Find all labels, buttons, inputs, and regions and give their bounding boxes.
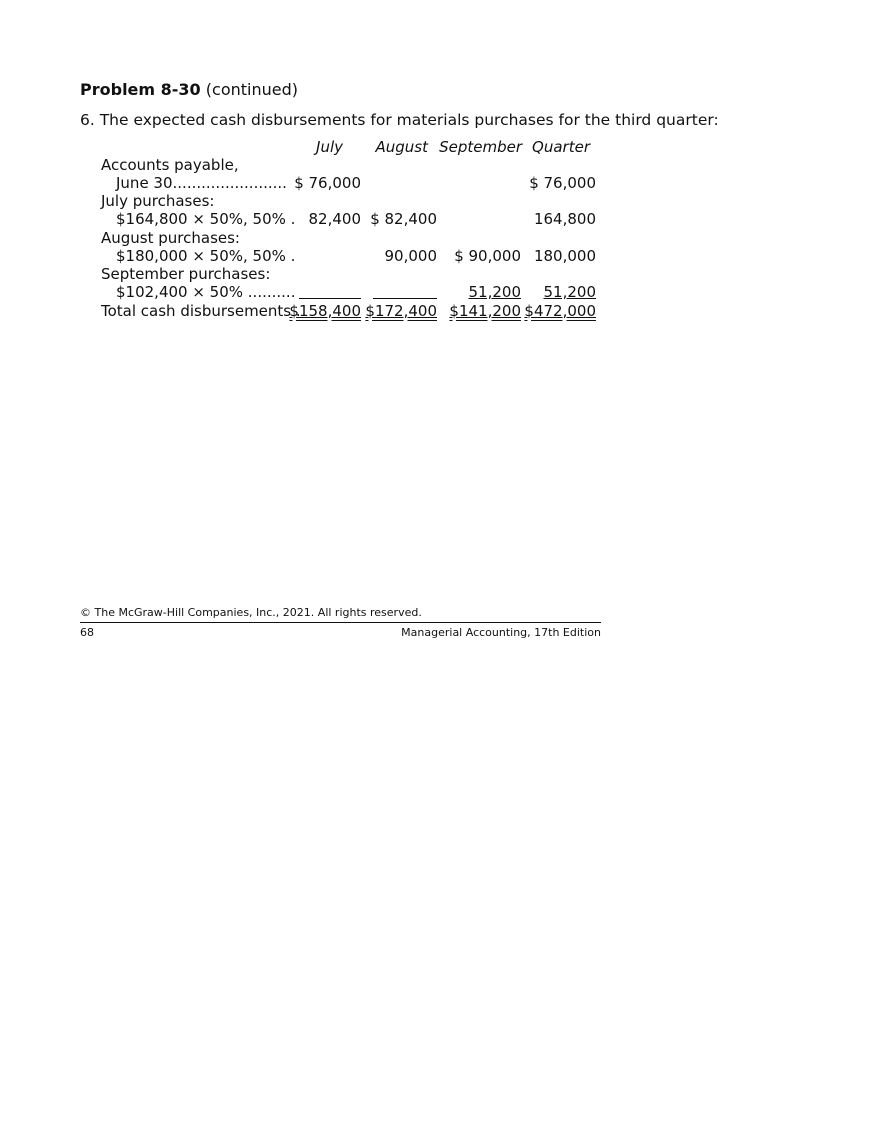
row-label: Accounts payable, [101,156,239,174]
cell-quarter: 180,000 [533,247,596,265]
row-label: September purchases: [101,265,271,283]
underline-august [373,298,437,299]
col-header-august: August [375,138,428,156]
row-label: August purchases: [101,229,240,247]
question-text: 6. The expected cash disbursements for materials purchases for the third quarter: [80,111,719,129]
row-sublabel: $102,400 × 50% .......... [116,283,296,301]
cell-july: 82,400 [308,210,361,228]
page-number: 68 [80,626,94,639]
problem-title [80,80,298,99]
cell-august: $ 82,400 [370,210,437,228]
row-sublabel: $164,800 × 50%, 50% . [116,210,296,228]
row-sublabel: June 30........................ [116,174,287,192]
underline-july [299,298,361,299]
total-september: $141,200 [449,302,521,320]
total-august: $172,400 [365,302,437,320]
cell-july: $ 76,000 [294,174,361,192]
problem-continued: (continued) [200,80,298,99]
col-header-july: July [316,138,343,156]
row-label: July purchases: [101,192,215,210]
cell-september: 51,200 [468,283,521,301]
problem-number: Problem 8-30 [80,80,201,99]
book-title: Managerial Accounting, 17th Edition [401,626,601,639]
col-header-september: September [439,138,522,156]
row-sublabel: $180,000 × 50%, 50% . [116,247,296,265]
total-label: Total cash disbursements . [101,302,301,320]
cell-september: $ 90,000 [454,247,521,265]
cell-quarter: 164,800 [533,210,596,228]
cell-quarter: 51,200 [543,283,596,301]
copyright-notice: © The McGraw-Hill Companies, Inc., 2021. All rights reserved. [80,606,422,619]
cell-august: 90,000 [384,247,437,265]
cell-quarter: $ 76,000 [529,174,596,192]
total-july: $158,400 [289,302,361,320]
total-quarter: $472,000 [524,302,596,320]
col-header-quarter: Quarter [532,138,590,156]
footer-divider [80,622,601,623]
